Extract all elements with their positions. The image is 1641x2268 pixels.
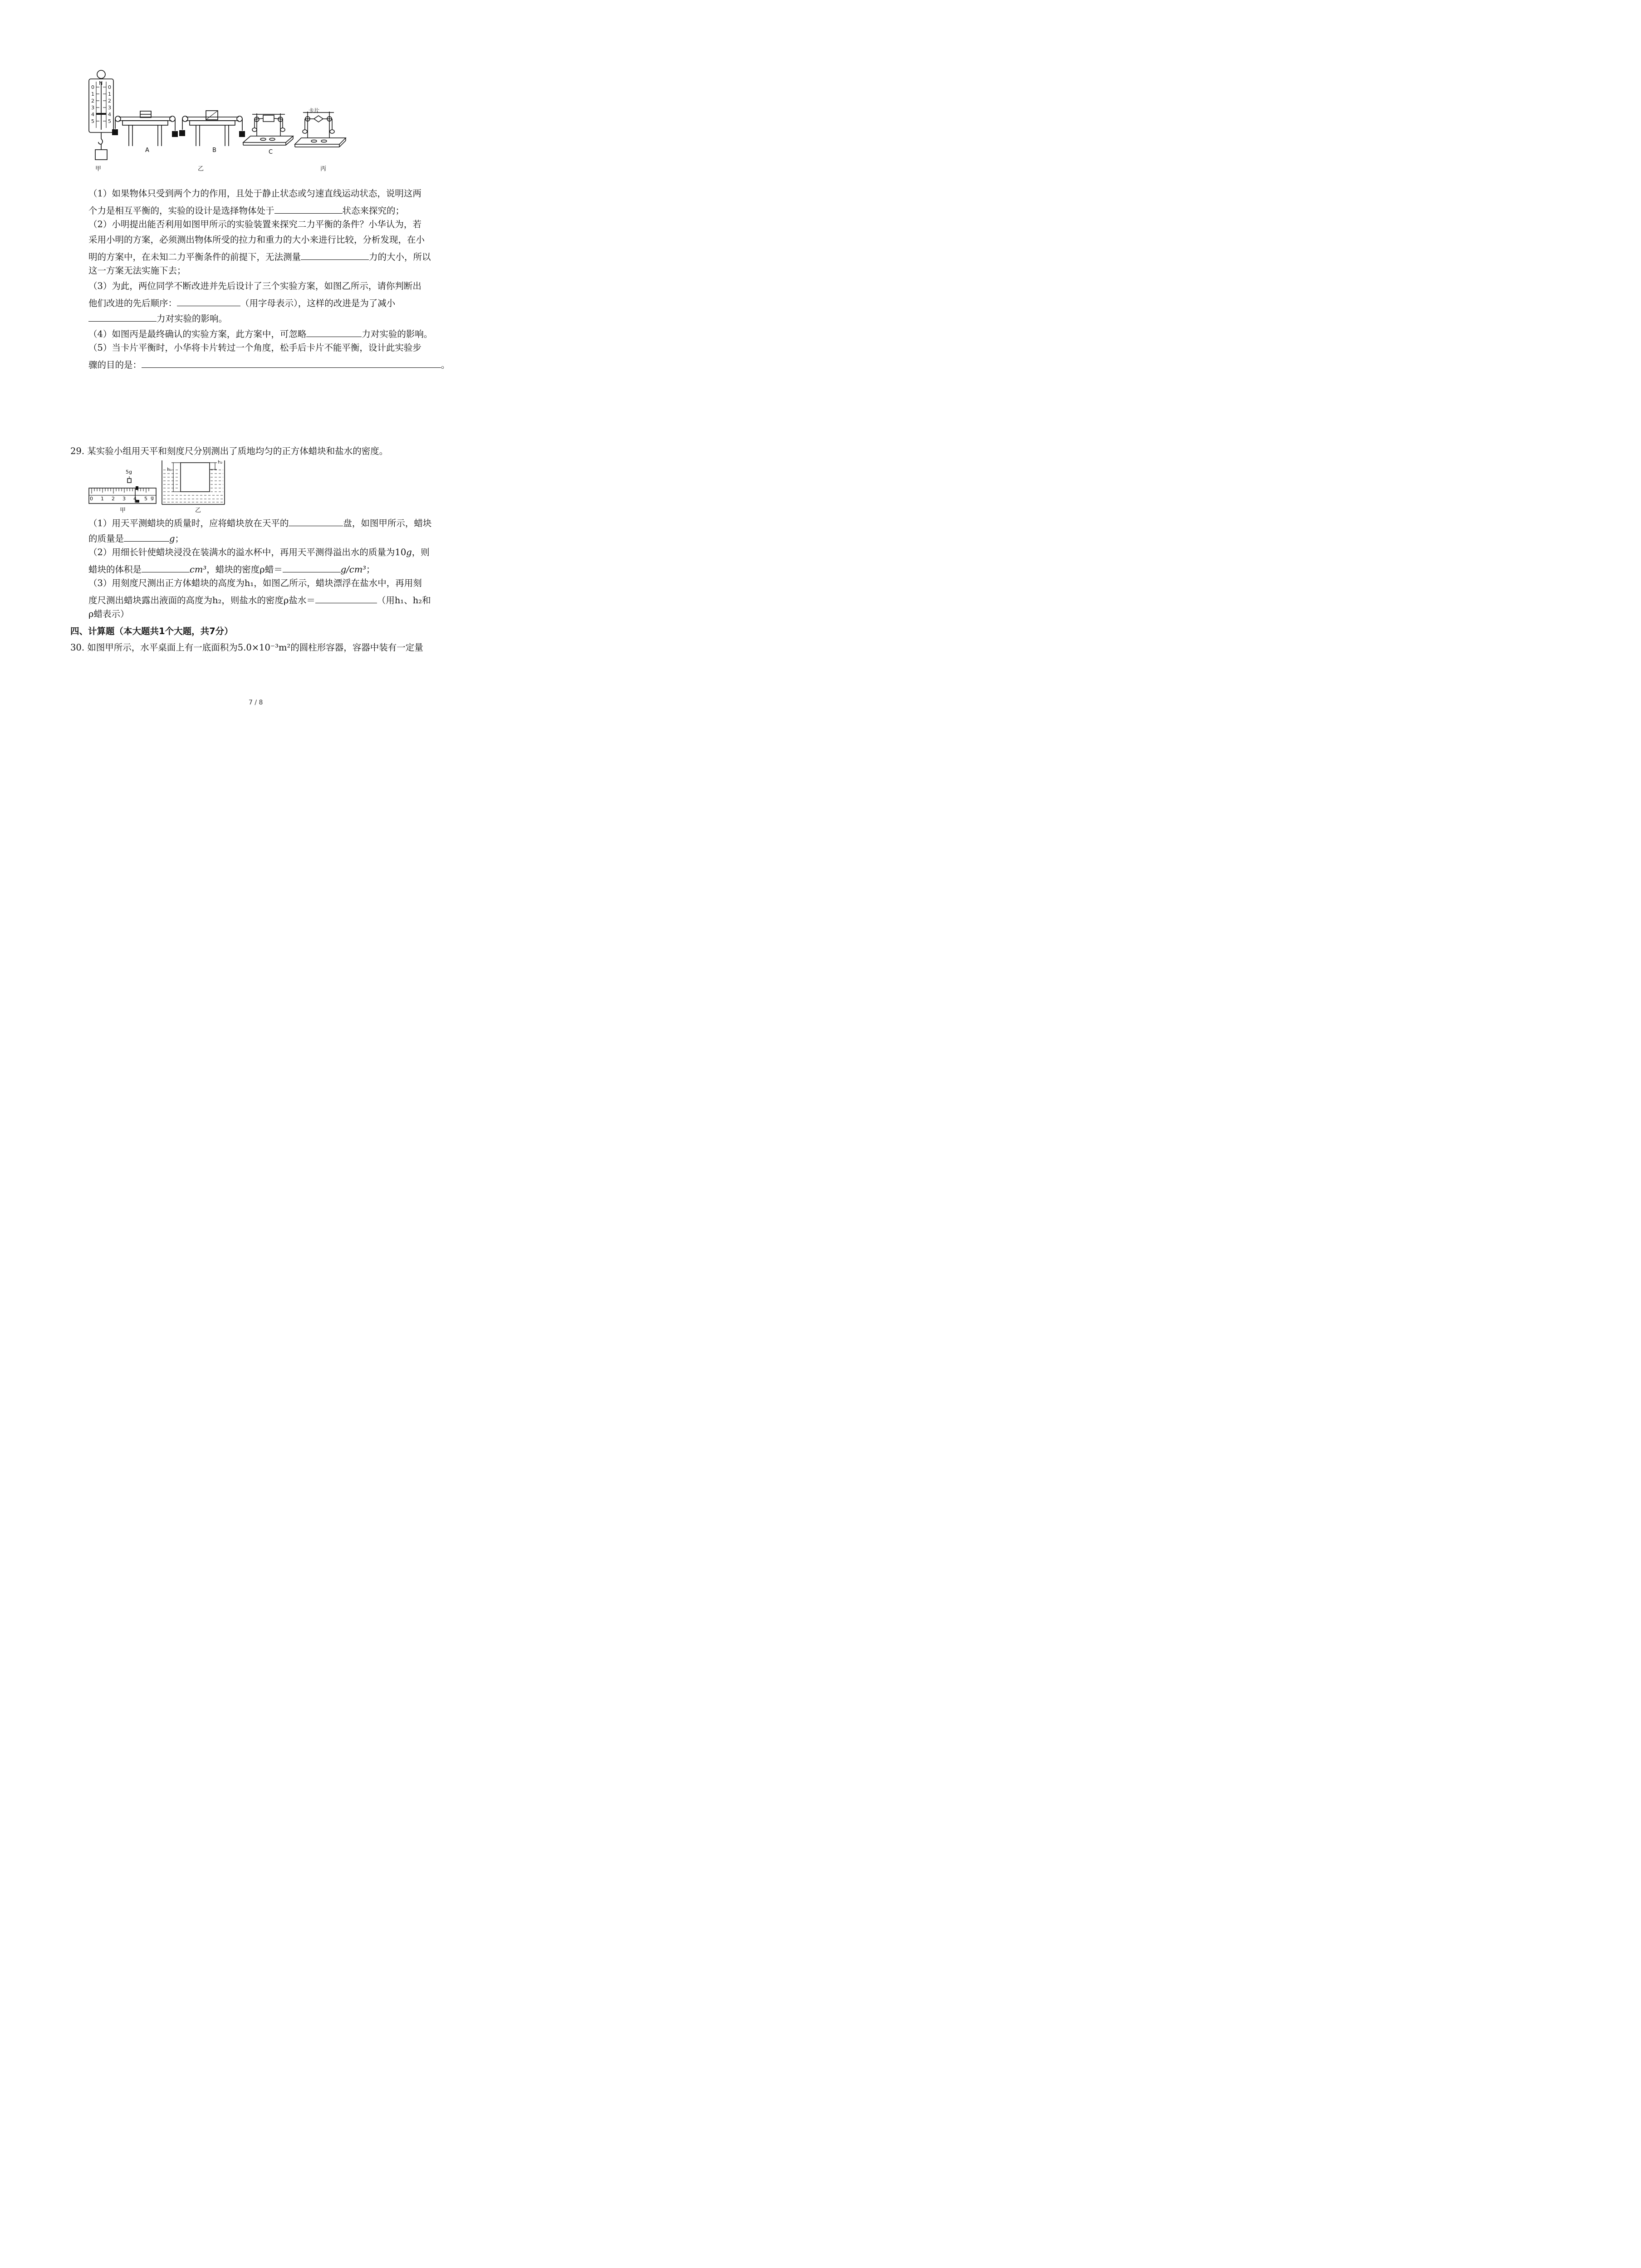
q28-part4-line1 <box>88 328 432 339</box>
q30-line1 <box>70 643 423 652</box>
figure-balance-and-wax <box>0 458 513 517</box>
scale-num-left-4: 4 <box>91 112 94 117</box>
q28-blank-6[interactable] <box>142 359 441 368</box>
figure-label-jia: 甲 <box>95 166 102 172</box>
q29-part1-text1a: （1）用天平测蜡块的质量时，应将蜡块放在天平的 <box>88 518 289 528</box>
figure-force-balance <box>0 0 513 177</box>
q29-weight-label: 5g <box>126 469 132 475</box>
q29-part3-line3 <box>88 610 129 619</box>
q29-ruler-3: 3 <box>122 496 126 502</box>
q28-part2-line3 <box>88 251 431 262</box>
q29-part3-text1: （3）用刻度尺测出正方体蜡块的高度为h₁，如图乙所示，蜡块漂浮在盐水中，再用刻 <box>88 578 422 588</box>
table-a-weight-left <box>112 129 118 135</box>
q29-part2-unit-cm3: cm³ <box>190 564 207 575</box>
q28-part5-text2a: 骤的目的是： <box>88 360 142 370</box>
scale-num-right-0: 0 <box>108 84 111 90</box>
table-a-weight-right <box>172 131 178 137</box>
scale-num-left-2: 2 <box>91 98 94 104</box>
q29-part1-text2c: ； <box>175 533 184 544</box>
q28-part2-text2: 采用小明的方案，必须测出物体所受的拉力和重力的大小来进行比较，分析发现，在小 <box>88 235 425 245</box>
rider-marker-top <box>136 486 138 490</box>
scale-num-left-1: 1 <box>91 91 94 97</box>
q29-stem-text: 29. 某实验小组用天平和刻度尺分别测出了质地均匀的正方体蜡块和盐水的密度。 <box>70 446 388 456</box>
figure-label-c: C <box>269 149 273 156</box>
q29-fig-jia: 甲 <box>120 507 126 514</box>
q28-blank-5[interactable] <box>306 328 362 337</box>
q29-part3-text3: ρ蜡表示） <box>88 609 129 619</box>
q28-blank-4[interactable] <box>88 313 157 322</box>
scale-num-right-5: 5 <box>108 118 111 124</box>
q29-blank-4[interactable] <box>283 563 341 572</box>
document-page <box>0 0 513 726</box>
q28-part2-text1: （2）小明提出能否利用如图甲所示的实验装置来探究二力平衡的条件？小华认为，若 <box>88 219 421 230</box>
q28-part3-text2a: 他们改进的先后顺序： <box>88 298 177 308</box>
q29-ruler-2: 2 <box>112 496 115 502</box>
q28-part3-line3 <box>88 313 227 323</box>
q29-part2-unit-gcm3: g/cm³ <box>340 564 367 575</box>
q29-fig-yi: 乙 <box>195 507 201 514</box>
q28-part4-text1a: （4）如图丙是最终确认的实验方案，此方案中，可忽略 <box>88 329 307 339</box>
q29-part2-unit-g: g <box>406 547 412 557</box>
q29-stem <box>70 447 388 456</box>
q28-part3-text2b: （用字母表示），这样的改进是为了减小 <box>240 298 396 308</box>
q28-part2-line2 <box>88 235 425 244</box>
figure-label-b: B <box>212 147 216 154</box>
q28-part2-text4: 这一方案无法实施下去； <box>88 265 186 276</box>
figure-label-card: 卡片 <box>309 108 320 114</box>
scale-num-right-4: 4 <box>108 112 111 117</box>
q28-part5-line2 <box>88 359 450 370</box>
q29-part2-text2e: ； <box>366 564 375 575</box>
q29-part2-text2c: ，蜡块的密度ρ蜡＝ <box>206 564 283 575</box>
q28-blank-3[interactable] <box>177 297 240 306</box>
scale-num-left-5: 5 <box>91 118 94 124</box>
q29-part1-line1 <box>88 517 431 528</box>
q30-text1: 30. 如图甲所示，水平桌面上有一底面积为5.0×10⁻³m²的圆柱形容器，容器中装有一定量 <box>70 642 423 653</box>
q29-h1-label: h₁ <box>167 467 172 472</box>
q28-part4-text1b: 力对实验的影响。 <box>362 329 433 339</box>
q28-part1-line1 <box>88 189 421 198</box>
q29-part2-line1 <box>88 548 430 557</box>
q28-part5-line1 <box>88 343 421 352</box>
q28-part5-text2b: 。 <box>441 360 450 370</box>
q29-part3-line1 <box>88 579 422 588</box>
q29-part1-text2a: 的质量是 <box>88 533 124 544</box>
q29-ruler-0: 0 <box>90 496 93 502</box>
q28-part1-text2b: 状态来探究的； <box>342 205 405 216</box>
q29-ruler-1: 1 <box>101 496 104 502</box>
scale-num-right-1: 1 <box>108 91 111 97</box>
figure-label-bing: 丙 <box>320 166 327 172</box>
q29-part2-line2 <box>88 563 375 574</box>
q29-part2-text1a: （2）用细长针使蜡块浸没在装满水的溢水杯中，再用天平测得溢出水的质量为10 <box>88 547 407 557</box>
q28-part1-text1: （1）如果物体只受到两个力的作用，且处于静止状态或匀速直线运动状态，说明这两 <box>88 188 421 199</box>
q29-blank-5[interactable] <box>315 594 377 603</box>
q28-part2-text3b: 力的大小，所以 <box>369 252 431 262</box>
figure-label-yi: 乙 <box>198 166 204 172</box>
q28-blank-1[interactable] <box>274 205 343 214</box>
q28-part3-text1: （3）为此，两位同学不断改进并先后设计了三个实验方案，如图乙所示，请你判断出 <box>88 281 421 291</box>
q29-part2-text1c: ，则 <box>411 547 430 557</box>
table-b-figure <box>182 111 242 146</box>
q29-part3-text2b: （用h₁、h₂和 <box>377 595 431 606</box>
q28-part1-line2 <box>88 205 404 215</box>
scale-n-label: N <box>99 80 103 86</box>
q28-part5-text1: （5）当卡片平衡时，小华将卡片转过一个角度，松手后卡片不能平衡，设计此实验步 <box>88 342 421 353</box>
figure-label-a: A <box>145 147 149 154</box>
scale-num-left-0: 0 <box>91 84 94 90</box>
q28-part2-line1 <box>88 220 421 229</box>
q29-part2-text2a: 蜡块的体积是 <box>88 564 142 575</box>
q28-part3-line1 <box>88 282 421 291</box>
section-4-title: 四、计算题（本大题共1个大题，共7分） <box>70 626 233 636</box>
q29-part1-line2 <box>88 533 184 543</box>
scale-num-right-2: 2 <box>108 98 111 104</box>
scale-num-left-3: 3 <box>91 105 94 111</box>
water-hatching <box>163 470 223 502</box>
table-a-figure <box>115 111 175 146</box>
scale-num-right-3: 3 <box>108 105 111 111</box>
q29-h2-label: h₂ <box>218 460 223 465</box>
q28-part3-line2 <box>88 297 395 308</box>
table-b-weight-right <box>239 131 245 137</box>
q28-part2-text3a: 明的方案中，在未知二力平衡条件的前提下，无法测量 <box>88 252 301 262</box>
q28-part2-line4 <box>88 266 186 275</box>
q29-ruler-4: 4 <box>133 496 137 502</box>
q29-ruler-unit: g <box>151 495 154 501</box>
q29-part1-text1b: 盘，如图甲所示，蜡块 <box>343 518 432 528</box>
q29-blank-2[interactable] <box>124 533 169 542</box>
setup-c-figure <box>243 113 293 145</box>
q29-blank-1[interactable] <box>289 517 343 526</box>
q29-part1-unit-g: g <box>169 533 175 544</box>
q28-part1-text2a: 个力是相互平衡的，实验的设计是选择物体处于 <box>88 205 274 216</box>
setup-bing-figure <box>295 112 346 147</box>
table-b-weight-left <box>179 130 185 136</box>
q29-blank-3[interactable] <box>142 563 190 572</box>
q29-ruler-5: 5 <box>144 496 147 502</box>
q29-part3-text2a: 度尺测出蜡块露出液面的高度为h₂，则盐水的密度ρ盐水＝ <box>88 595 315 606</box>
page-number: 7 / 8 <box>249 699 263 706</box>
q28-part3-text3b: 力对实验的影响。 <box>157 313 228 324</box>
q28-blank-2[interactable] <box>301 251 369 260</box>
q29-part3-line2 <box>88 594 431 605</box>
